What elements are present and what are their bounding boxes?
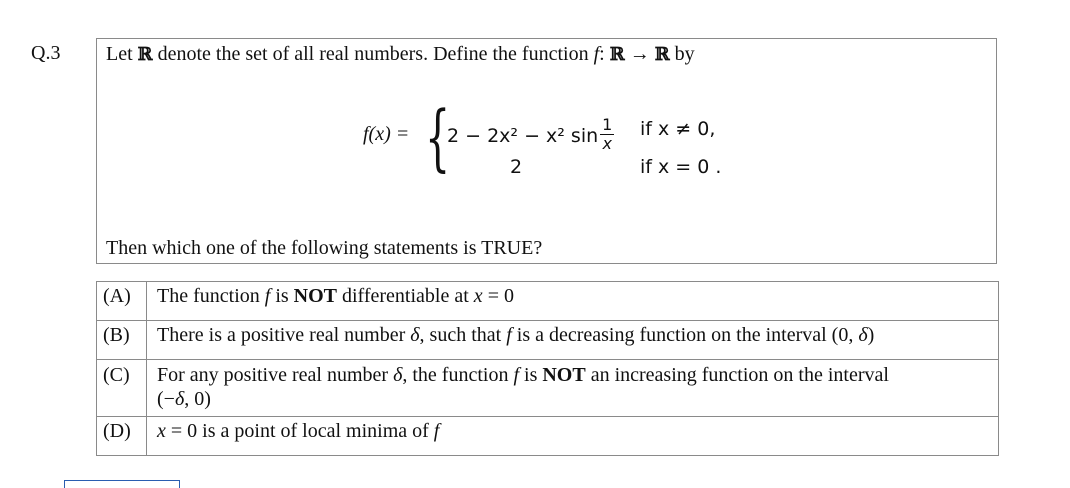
variable: x xyxy=(157,420,166,442)
function-symbol: f xyxy=(593,43,600,65)
reals-symbol: ℝ xyxy=(137,44,153,65)
function-symbol: f xyxy=(513,364,520,386)
formula-case-1 xyxy=(447,115,614,155)
option-label: (D) xyxy=(97,417,147,456)
option-text xyxy=(147,417,999,456)
option-label: (C) xyxy=(97,360,147,417)
fraction xyxy=(600,116,614,153)
text: (− xyxy=(157,388,175,410)
text: an increasing function on the interval xyxy=(585,364,889,386)
option-label: (B) xyxy=(97,321,147,360)
function-symbol: f xyxy=(264,285,271,307)
text: , the function xyxy=(402,364,514,386)
variable: δ xyxy=(410,324,420,346)
option-label: (A) xyxy=(97,282,147,321)
question-prompt: Then which one of the following statements is TRUE? xyxy=(106,237,543,259)
text: ) xyxy=(867,324,875,346)
formula-brace: { xyxy=(425,95,451,179)
text: differentiable at xyxy=(337,285,474,307)
option-row-b[interactable] xyxy=(97,321,999,360)
option-text xyxy=(147,360,999,417)
stem-text: denote the set of all real numbers. Define the function xyxy=(152,43,594,65)
question-box xyxy=(96,38,997,264)
option-row-c[interactable] xyxy=(97,360,999,417)
emphasis: NOT xyxy=(293,285,337,307)
next-box-edge xyxy=(64,480,180,488)
formula-condition-2: if x = 0 . xyxy=(640,156,722,178)
text: is xyxy=(270,285,294,307)
formula-lhs: f(x) = xyxy=(363,123,410,145)
option-row-a[interactable] xyxy=(97,282,999,321)
variable: x xyxy=(473,285,483,307)
arrow-symbol: → xyxy=(624,43,655,65)
text: For any positive real number xyxy=(157,364,394,386)
variable: δ xyxy=(393,364,403,386)
question-number: Q.3 xyxy=(31,42,61,64)
text: The function xyxy=(157,285,265,307)
text: is a decreasing function on the interval (0, xyxy=(511,324,859,346)
function-symbol: f xyxy=(506,324,512,346)
text: = 0 is a point of local minima of xyxy=(165,420,434,442)
text: , such that xyxy=(419,324,507,346)
case1-expression: 2 − 2x² − x² sin xyxy=(447,125,599,147)
function-symbol: f xyxy=(433,420,440,442)
option-text xyxy=(147,321,999,360)
fraction-numerator: 1 xyxy=(602,115,613,134)
text: = 0 xyxy=(482,285,514,307)
emphasis: NOT xyxy=(542,364,586,386)
fraction-denominator: x xyxy=(602,134,612,153)
piecewise-formula xyxy=(97,39,996,239)
option-row-d[interactable] xyxy=(97,417,999,456)
text: is xyxy=(519,364,543,386)
reals-symbol: ℝ xyxy=(654,44,670,65)
reals-symbol: ℝ xyxy=(609,44,625,65)
stem-text: : xyxy=(599,43,610,65)
text: There is a positive real number xyxy=(157,324,411,346)
text: , 0) xyxy=(184,388,211,410)
stem-text: Let xyxy=(106,43,138,65)
stem-text: by xyxy=(669,43,695,65)
variable: δ xyxy=(858,324,868,346)
formula-condition-1: if x ≠ 0, xyxy=(640,118,716,140)
formula-case-2: 2 xyxy=(510,156,523,178)
option-text xyxy=(147,282,999,321)
options-table xyxy=(96,281,999,456)
variable: δ xyxy=(174,388,185,410)
